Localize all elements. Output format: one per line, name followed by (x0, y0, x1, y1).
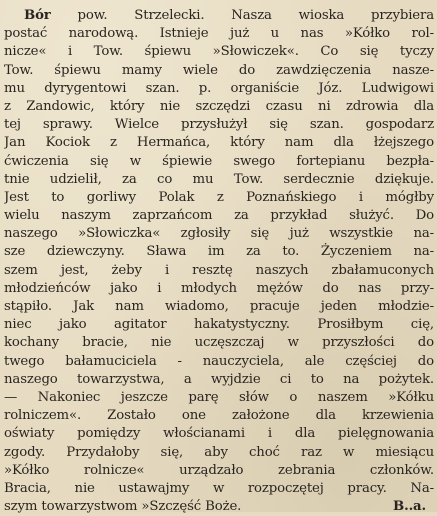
article-line-16: młodzieńców jako i młodych mężów do nas przy- (4, 280, 434, 296)
article-line-4: Tow. śpiewu mamy wiele do zawdzięczenia nasze- (4, 62, 434, 78)
article-line-20: twego bałamuciciela - nauczyciela, ale częściej do (4, 353, 434, 369)
article-line-25: zgody. Przydałoby się, aby choć raz w miesiącu (4, 444, 434, 460)
article-line-17: stąpiło. Jak nam wiadomo, pracuje jeden młodzie- (4, 299, 434, 314)
author-signature: B..a. (393, 499, 426, 515)
article-line-28 (4, 498, 434, 516)
article-line-3: nicze« i Tow. śpiewu »Słowiczek«. Co się tyczy (4, 44, 434, 60)
article-line-7: tej sprawy. Wielce przysłużył się szan. gospodarz (4, 117, 434, 133)
article-line-5: mu dyrygentowi szan. p. organiście Józ. Ludwigowi (4, 80, 434, 96)
article-line-22: — Nakoniec jeszcze parę słów o naszem »Kółku (4, 389, 434, 405)
article-line-12: wielu naszym zaprzańcom za przykład służyć. Do (4, 208, 434, 224)
article-line-11: Jest to gorliwy Polak z Poznańskiego i mógłby (4, 189, 434, 205)
article-line-9: ćwiczenia się w śpiewie swego fortepianu bezpła- (4, 153, 434, 169)
article-line-27: Bracia, nie ustawajmy w rozpoczętej pracy. Na- (4, 480, 434, 496)
article-line-26: »Kółko rolnicze« urządzało zebrania członków. (4, 462, 434, 478)
article-lead-word: Bór (24, 8, 51, 23)
article-line-13: naszego »Słowiczka« zgłosiły się już wszystkie na- (4, 226, 434, 242)
article-line-6: z Zandowic, który nie szczędzi czasu ni zdrowia dla (4, 98, 434, 114)
article-line-19: kochany bracie, nie uczęszczaj w przyszłości do (4, 335, 434, 351)
article-line-18: niec jako agitator hakatystyczny. Prosiłbym cię, (4, 317, 434, 333)
article-line-10: tnie udzielił, za co mu Tow. serdecznie dziękuje. (4, 171, 434, 187)
article-line-21: naszego towarzystwa, a wyjdzie ci to na pożytek. (4, 371, 434, 387)
article-line-1: Bór pow. Strzelecki. Nasza wioska przybiera (24, 8, 434, 23)
article-line-23: rolniczem«. Zostało one założone dla krzewienia (4, 408, 434, 424)
article-final-text: szym towarzystwom »Szczęść Boże. (4, 499, 242, 515)
article-line-24: oświaty pomiędzy włościanami i dla pielęgnowania (4, 426, 434, 442)
article-line-2: postać narodową. Istnieje już u nas »Kółko rol- (4, 26, 434, 42)
article-line-15: szem jest, żeby i resztę naszych zbałamuconych (4, 262, 434, 278)
article-line-8: Jan Kociok z Hermańca, który nam dla łżejszego (4, 135, 434, 151)
article-line-14: sze dziewczyny. Sława im za to. Życzeniem na- (4, 244, 434, 260)
